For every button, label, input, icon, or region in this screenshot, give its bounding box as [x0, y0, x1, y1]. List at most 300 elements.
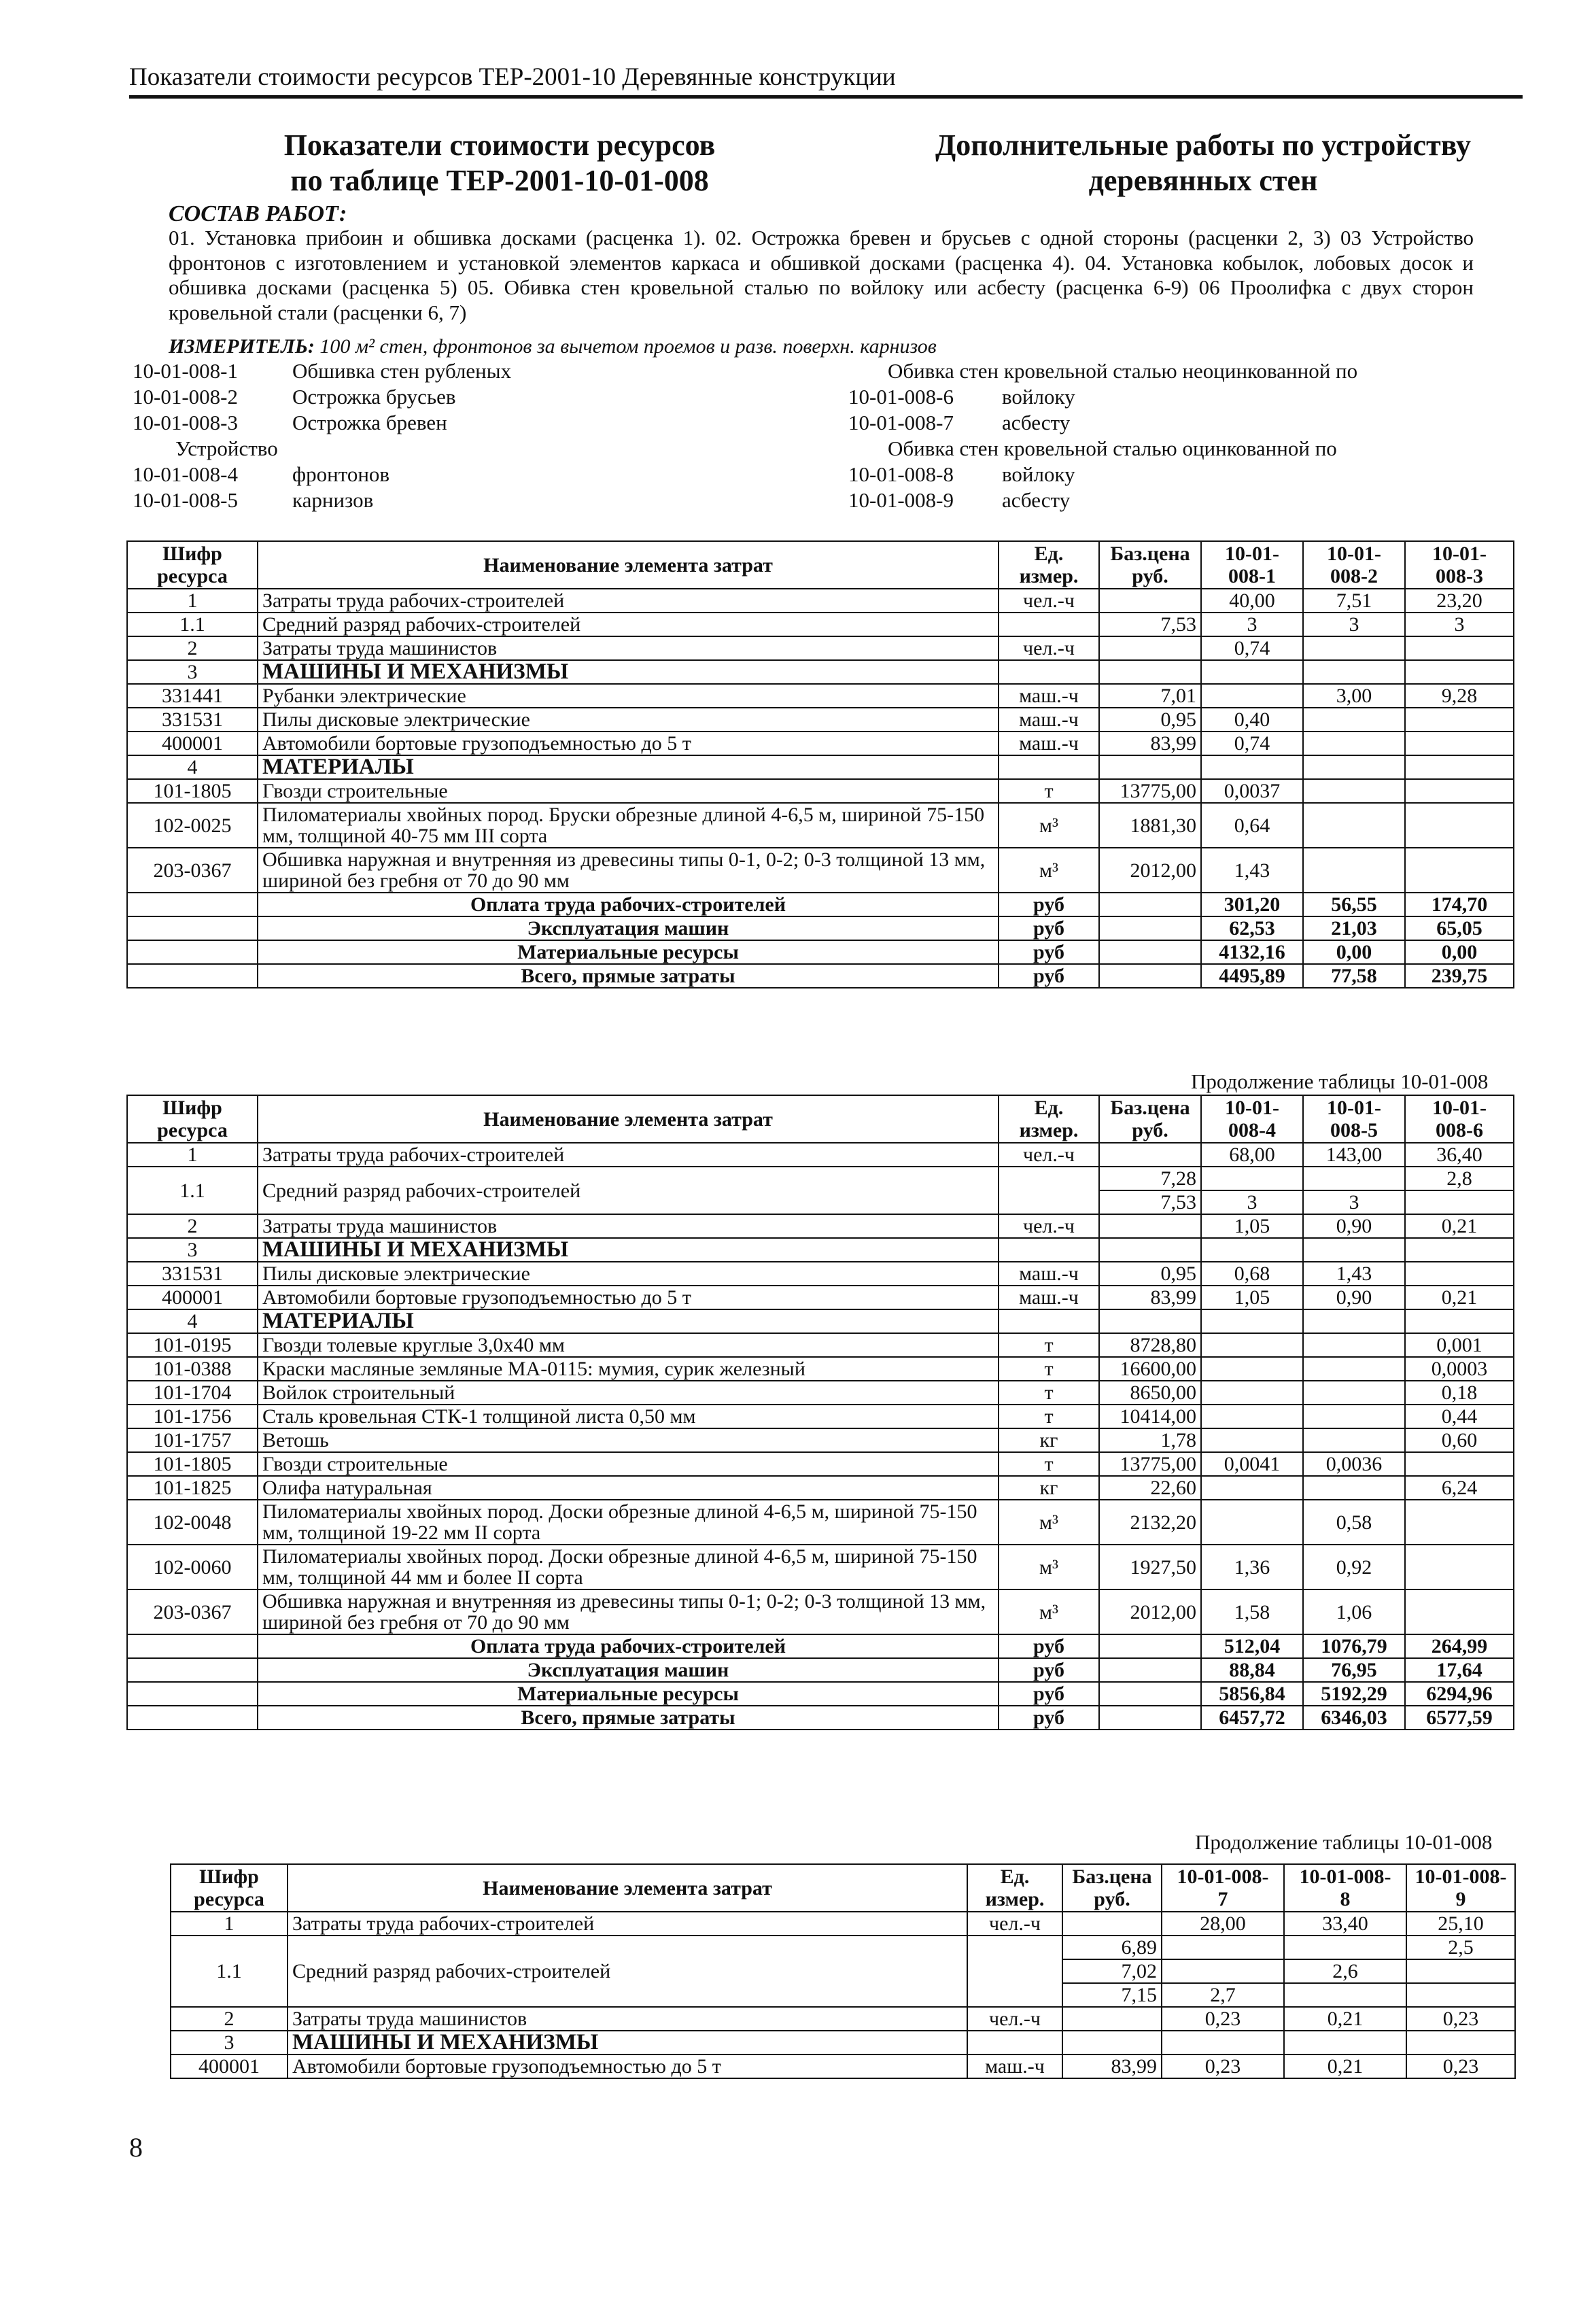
row-name: Пиломатериалы хвойных пород. Бруски обрезные длиной 4-6,5 м, шириной 75-150 мм, толщиной 40-75 мм III сорта — [258, 803, 999, 848]
row-unit — [999, 1167, 1099, 1214]
row-price: 2012,00 — [1099, 848, 1201, 893]
header-rate-line: 10-01-008- — [1299, 1866, 1391, 1888]
row-code: 4 — [127, 1309, 258, 1333]
header-rate-line: 10-01- — [1327, 543, 1381, 565]
table-row — [127, 803, 1514, 848]
row-value — [1303, 1357, 1405, 1381]
header-rate-line: 10-01-008- — [1415, 1866, 1507, 1888]
row-unit: м³ — [999, 1589, 1099, 1634]
row-name: Затраты труда машинистов — [258, 636, 999, 660]
header-rate-line: 10-01- — [1327, 1097, 1381, 1119]
row-value — [1284, 1936, 1406, 1959]
header-rate-line: 008-3 — [1436, 565, 1483, 587]
total-value: 65,05 — [1405, 916, 1514, 940]
empty-cell — [1099, 940, 1201, 964]
row-price: 7,02 — [1062, 1959, 1162, 1983]
row-value — [1405, 1500, 1514, 1545]
section-row — [127, 755, 1514, 779]
header-rate-line: 008-1 — [1228, 565, 1276, 587]
row-value — [1405, 708, 1514, 732]
empty-cell — [1201, 1309, 1303, 1333]
row-value: 1,43 — [1303, 1262, 1405, 1286]
title-right — [911, 128, 1495, 199]
header-name: Наименование элемента затрат — [258, 1095, 999, 1143]
header-rate-code — [1201, 1095, 1303, 1143]
row-unit: т — [999, 1452, 1099, 1476]
header-code — [127, 1095, 258, 1143]
table-row — [127, 1262, 1514, 1286]
code-list-code: 10-01-008-3 — [133, 411, 238, 434]
row-unit: т — [999, 1333, 1099, 1357]
row-unit: чел.-ч — [999, 1143, 1099, 1167]
header-code-line: Шифр — [162, 543, 222, 565]
row-name: Затраты труда рабочих-строителей — [258, 1143, 999, 1167]
row-price: 83,99 — [1099, 1286, 1201, 1309]
row-value: 0,68 — [1201, 1262, 1303, 1286]
row-code: 1.1 — [127, 1167, 258, 1214]
row-value: 0,23 — [1406, 2007, 1515, 2031]
row-code: 102-0048 — [127, 1500, 258, 1545]
total-value: 6294,96 — [1405, 1682, 1514, 1706]
row-value: 3 — [1303, 613, 1405, 636]
row-value — [1405, 1452, 1514, 1476]
header-rate-code — [1406, 1864, 1515, 1912]
row-price: 13775,00 — [1099, 1452, 1201, 1476]
page-number: 8 — [129, 2132, 143, 2163]
empty-cell — [999, 1238, 1099, 1262]
code-list-code: 10-01-008-4 — [133, 462, 238, 486]
work-composition-label: СОСТАВ РАБОТ: — [169, 201, 347, 226]
row-value: 0,21 — [1284, 2054, 1406, 2078]
table-header-row — [127, 1095, 1514, 1143]
code-list-name: асбесту — [1002, 488, 1071, 512]
empty-cell — [127, 964, 258, 988]
row-price: 16600,00 — [1099, 1357, 1201, 1381]
row-value — [1406, 1959, 1515, 1983]
total-unit: руб — [999, 1706, 1099, 1730]
section-title: МАШИНЫ И МЕХАНИЗМЫ — [258, 1238, 999, 1262]
row-value — [1405, 732, 1514, 755]
row-price: 22,60 — [1099, 1476, 1201, 1500]
row-unit: чел.-ч — [999, 1214, 1099, 1238]
total-name: Оплата труда рабочих-строителей — [258, 1634, 999, 1658]
header-rate-line: 10-01- — [1225, 543, 1279, 565]
row-name: Пилы дисковые электрические — [258, 1262, 999, 1286]
empty-cell — [1099, 755, 1201, 779]
row-value: 0,58 — [1303, 1500, 1405, 1545]
total-value: 5856,84 — [1201, 1682, 1303, 1706]
row-value: 0,0041 — [1201, 1452, 1303, 1476]
table-row — [127, 589, 1514, 613]
total-row — [127, 1658, 1514, 1682]
row-name: Обшивка наружная и внутренняя из древесины типы 0-1, 0-2; 0-3 толщиной 13 мм, шириной без гребня от 70 до 90 мм — [258, 848, 999, 893]
header-code-line: ресурса — [157, 1119, 228, 1141]
row-name: Войлок строительный — [258, 1381, 999, 1405]
empty-cell — [1405, 1309, 1514, 1333]
row-unit: чел.-ч — [999, 589, 1099, 613]
row-value: 2,7 — [1162, 1983, 1284, 2007]
empty-cell — [1099, 1238, 1201, 1262]
total-name: Материальные ресурсы — [258, 1682, 999, 1706]
empty-cell — [1284, 2031, 1406, 2054]
empty-cell — [999, 755, 1099, 779]
empty-cell — [1303, 660, 1405, 684]
row-price: 2132,20 — [1099, 1500, 1201, 1545]
row-price: 7,01 — [1099, 684, 1201, 708]
header-price — [1099, 541, 1201, 589]
row-unit: м³ — [999, 848, 1099, 893]
row-price: 8728,80 — [1099, 1333, 1201, 1357]
code-list-code: 10-01-008-8 — [848, 462, 954, 486]
header-price-line: Баз.цена — [1072, 1866, 1152, 1888]
table-row — [127, 1452, 1514, 1476]
row-name: Автомобили бортовые грузоподъемностью до 5 т — [258, 732, 999, 755]
row-unit: маш.-ч — [999, 684, 1099, 708]
row-value: 33,40 — [1284, 1912, 1406, 1936]
row-code: 400001 — [171, 2054, 288, 2078]
row-code: 331531 — [127, 708, 258, 732]
resource-table-1 — [126, 540, 1514, 988]
header-price-line: руб. — [1132, 565, 1168, 587]
header-code-line: ресурса — [157, 565, 228, 587]
row-name: Сталь кровельная СТК-1 толщиной листа 0,50 мм — [258, 1405, 999, 1428]
row-value: 2,6 — [1284, 1959, 1406, 1983]
empty-cell — [127, 1634, 258, 1658]
row-value: 0,0037 — [1201, 779, 1303, 803]
row-code: 2 — [127, 1214, 258, 1238]
row-value — [1162, 1959, 1284, 1983]
table-row — [127, 684, 1514, 708]
row-value: 1,43 — [1201, 848, 1303, 893]
row-value: 6,24 — [1405, 1476, 1514, 1500]
header-name: Наименование элемента затрат — [288, 1864, 967, 1912]
row-name: Средний разряд рабочих-строителей — [258, 613, 999, 636]
row-value — [1201, 1381, 1303, 1405]
total-name: Эксплуатация машин — [258, 916, 999, 940]
row-value: 36,40 — [1405, 1143, 1514, 1167]
empty-cell — [1406, 2031, 1515, 2054]
row-name: Олифа натуральная — [258, 1476, 999, 1500]
row-value: 0,74 — [1201, 732, 1303, 755]
running-header: Показатели стоимости ресурсов ТЕР-2001-10 Деревянные конструкции — [129, 63, 896, 91]
row-code: 101-0195 — [127, 1333, 258, 1357]
row-value — [1201, 1333, 1303, 1357]
row-price: 1881,30 — [1099, 803, 1201, 848]
row-value — [1405, 1190, 1514, 1214]
work-composition-text: 01. Установка прибоин и обшивка досками (расценка 1). 02. Острожка бревен и брусьев с одной стороны (расценки 2, 3) 03 Устройство фронтонов с изготовлением и установкой элементов каркаса и обшивкой досками (расценка 4). 04. Установка кобылок, лобовых досок и обшивка досками (расценка 5) 05. Обивка стен кровельной сталью по войлоку или асбесту (расценка 6-9) 06 Проолифка с двух сторон кровельной стали (расценки 6, 7) — [169, 226, 1474, 324]
row-code: 4 — [127, 755, 258, 779]
table-row — [127, 636, 1514, 660]
row-code: 331441 — [127, 684, 258, 708]
row-value: 28,00 — [1162, 1912, 1284, 1936]
row-code: 101-1756 — [127, 1405, 258, 1428]
table-row — [171, 2054, 1515, 2078]
header-price — [1062, 1864, 1162, 1912]
row-value — [1303, 1428, 1405, 1452]
table-row — [127, 1589, 1514, 1634]
empty-cell — [127, 940, 258, 964]
total-row — [127, 964, 1514, 988]
row-name: Затраты труда машинистов — [258, 1214, 999, 1238]
row-price: 7,53 — [1099, 1190, 1201, 1214]
row-value: 0,90 — [1303, 1286, 1405, 1309]
row-value: 9,28 — [1405, 684, 1514, 708]
header-rate-line: 10-01- — [1432, 543, 1487, 565]
total-unit: руб — [999, 893, 1099, 916]
table-header-row — [171, 1864, 1515, 1912]
row-code: 101-1825 — [127, 1476, 258, 1500]
row-value: 1,06 — [1303, 1589, 1405, 1634]
row-value — [1405, 1545, 1514, 1589]
row-value — [1405, 1262, 1514, 1286]
row-unit: т — [999, 1357, 1099, 1381]
total-unit: руб — [999, 1634, 1099, 1658]
row-code: 400001 — [127, 732, 258, 755]
row-value — [1405, 636, 1514, 660]
row-code: 101-1704 — [127, 1381, 258, 1405]
row-unit: маш.-ч — [999, 1286, 1099, 1309]
table-row — [171, 2007, 1515, 2031]
row-name: Краски масляные земляные МА-0115: мумия, сурик железный — [258, 1357, 999, 1381]
row-unit — [999, 613, 1099, 636]
row-code: 1 — [127, 1143, 258, 1167]
row-unit: маш.-ч — [999, 732, 1099, 755]
total-row — [127, 1682, 1514, 1706]
row-unit — [967, 1936, 1062, 2007]
row-unit: т — [999, 1405, 1099, 1428]
total-value: 6346,03 — [1303, 1706, 1405, 1730]
total-unit: руб — [999, 940, 1099, 964]
row-unit: маш.-ч — [967, 2054, 1062, 2078]
table-row — [127, 1428, 1514, 1452]
header-unit — [967, 1864, 1062, 1912]
empty-cell — [1099, 1634, 1201, 1658]
row-price: 13775,00 — [1099, 779, 1201, 803]
table-row — [171, 1912, 1515, 1936]
row-value: 0,40 — [1201, 708, 1303, 732]
row-unit: м³ — [999, 1500, 1099, 1545]
empty-cell — [999, 660, 1099, 684]
table-row — [127, 1476, 1514, 1500]
row-value — [1405, 1589, 1514, 1634]
total-value: 512,04 — [1201, 1634, 1303, 1658]
meter-label: ИЗМЕРИТЕЛЬ: — [169, 335, 315, 358]
row-code: 101-1805 — [127, 1452, 258, 1476]
row-value — [1405, 848, 1514, 893]
empty-cell — [1099, 1682, 1201, 1706]
row-value — [1201, 1500, 1303, 1545]
section-title: МАТЕРИАЛЫ — [258, 1309, 999, 1333]
empty-cell — [1162, 2031, 1284, 2054]
empty-cell — [1303, 1309, 1405, 1333]
header-unit — [999, 541, 1099, 589]
row-code: 101-1757 — [127, 1428, 258, 1452]
header-unit-line: измер. — [1019, 1119, 1079, 1141]
row-value — [1303, 1405, 1405, 1428]
total-value: 88,84 — [1201, 1658, 1303, 1682]
code-list-group-title: Обивка стен кровельной сталью оцинкованной по — [888, 436, 1337, 460]
table-row — [127, 1545, 1514, 1589]
code-list-name: асбесту — [1002, 411, 1071, 434]
row-code: 1 — [127, 589, 258, 613]
empty-cell — [1303, 755, 1405, 779]
row-unit: т — [999, 779, 1099, 803]
row-value — [1201, 1167, 1303, 1190]
total-value: 0,00 — [1303, 940, 1405, 964]
empty-cell — [1099, 916, 1201, 940]
header-rate-code — [1201, 541, 1303, 589]
row-code: 102-0060 — [127, 1545, 258, 1589]
header-price — [1099, 1095, 1201, 1143]
total-name: Эксплуатация машин — [258, 1658, 999, 1682]
total-name: Материальные ресурсы — [258, 940, 999, 964]
row-value: 3 — [1405, 613, 1514, 636]
total-value: 5192,29 — [1303, 1682, 1405, 1706]
table-row — [127, 779, 1514, 803]
row-value — [1303, 1476, 1405, 1500]
empty-cell — [127, 916, 258, 940]
total-name: Оплата труда рабочих-строителей — [258, 893, 999, 916]
title-right-line-1: Дополнительные работы по устройству — [935, 128, 1471, 162]
row-unit: кг — [999, 1476, 1099, 1500]
row-unit: чел.-ч — [967, 1912, 1062, 1936]
row-code: 2 — [127, 636, 258, 660]
total-value: 6457,72 — [1201, 1706, 1303, 1730]
header-rate-line: 10-01- — [1225, 1097, 1279, 1119]
row-name: Затраты труда рабочих-строителей — [258, 589, 999, 613]
table-row — [171, 1936, 1515, 1959]
code-list-code: 10-01-008-6 — [848, 385, 954, 409]
row-value — [1201, 1405, 1303, 1428]
code-list-code: 10-01-008-9 — [848, 488, 954, 512]
table-row — [127, 708, 1514, 732]
header-rate-code — [1303, 1095, 1405, 1143]
header-rate-line: 008-6 — [1436, 1119, 1483, 1141]
row-name: Гвозди строительные — [258, 779, 999, 803]
row-code: 3 — [127, 660, 258, 684]
row-code: 101-1805 — [127, 779, 258, 803]
total-value: 62,53 — [1201, 916, 1303, 940]
total-row — [127, 1634, 1514, 1658]
header-rate-line: 10-01-008- — [1177, 1866, 1269, 1888]
row-value — [1303, 848, 1405, 893]
total-name: Всего, прямые затраты — [258, 964, 999, 988]
total-value: 17,64 — [1405, 1658, 1514, 1682]
row-name: Затраты труда рабочих-строителей — [288, 1912, 967, 1936]
row-name: Средний разряд рабочих-строителей — [288, 1936, 967, 2007]
header-price-line: руб. — [1132, 1119, 1168, 1141]
total-value: 76,95 — [1303, 1658, 1405, 1682]
row-unit: маш.-ч — [999, 1262, 1099, 1286]
empty-cell — [1099, 1658, 1201, 1682]
section-row — [127, 1238, 1514, 1262]
total-unit: руб — [999, 1682, 1099, 1706]
total-row — [127, 916, 1514, 940]
code-list-name: карнизов — [292, 488, 374, 512]
row-value — [1303, 732, 1405, 755]
header-rate-code — [1162, 1864, 1284, 1912]
row-value: 0,23 — [1406, 2054, 1515, 2078]
row-value — [1201, 1428, 1303, 1452]
row-unit: т — [999, 1381, 1099, 1405]
row-value — [1303, 1167, 1405, 1190]
row-price: 2012,00 — [1099, 1589, 1201, 1634]
row-value: 1,36 — [1201, 1545, 1303, 1589]
title-right-line-2: деревянных стен — [1088, 164, 1318, 197]
row-price — [1099, 636, 1201, 660]
row-code: 1.1 — [127, 613, 258, 636]
section-title: МАТЕРИАЛЫ — [258, 755, 999, 779]
section-row — [171, 2031, 1515, 2054]
header-rate-code — [1405, 541, 1514, 589]
row-value: 1,58 — [1201, 1589, 1303, 1634]
row-name: Ветошь — [258, 1428, 999, 1452]
total-unit: руб — [999, 916, 1099, 940]
row-unit: м³ — [999, 1545, 1099, 1589]
empty-cell — [1405, 660, 1514, 684]
total-unit: руб — [999, 964, 1099, 988]
row-unit: кг — [999, 1428, 1099, 1452]
header-unit — [999, 1095, 1099, 1143]
row-price — [1099, 589, 1201, 613]
row-name: Пиломатериалы хвойных пород. Доски обрезные длиной 4-6,5 м, шириной 75-150 мм, толщиной 19-22 мм II сорта — [258, 1500, 999, 1545]
total-value: 56,55 — [1303, 893, 1405, 916]
title-left-line-1: Показатели стоимости ресурсов — [283, 128, 716, 162]
header-unit-line: измер. — [985, 1888, 1045, 1910]
header-code — [171, 1864, 288, 1912]
section-row — [127, 660, 1514, 684]
resource-table-2 — [126, 1095, 1514, 1730]
total-value: 6577,59 — [1405, 1706, 1514, 1730]
row-name: Рубанки электрические — [258, 684, 999, 708]
row-value: 3,00 — [1303, 684, 1405, 708]
header-unit-line: измер. — [1019, 565, 1079, 587]
table-row — [127, 1286, 1514, 1309]
empty-cell — [127, 1706, 258, 1730]
row-value: 3 — [1201, 1190, 1303, 1214]
row-price: 7,53 — [1099, 613, 1201, 636]
row-value: 1,05 — [1201, 1286, 1303, 1309]
row-value: 0,90 — [1303, 1214, 1405, 1238]
section-row — [127, 1309, 1514, 1333]
meter-text: 100 м² стен, фронтонов за вычетом проемов и разв. поверхн. карнизов — [319, 335, 937, 358]
empty-cell — [1201, 1238, 1303, 1262]
row-price — [1099, 1143, 1201, 1167]
row-value: 0,18 — [1405, 1381, 1514, 1405]
table-row — [127, 1405, 1514, 1428]
header-rule — [129, 95, 1523, 99]
row-value: 0,21 — [1284, 2007, 1406, 2031]
header-code-line: Шифр — [162, 1097, 222, 1119]
row-price: 0,95 — [1099, 708, 1201, 732]
empty-cell — [127, 1658, 258, 1682]
empty-cell — [1099, 964, 1201, 988]
row-name: Гвозди толевые круглые 3,0х40 мм — [258, 1333, 999, 1357]
header-unit-line: Ед. — [1034, 543, 1064, 565]
row-value: 0,21 — [1405, 1214, 1514, 1238]
total-value: 77,58 — [1303, 964, 1405, 988]
resource-table-3 — [170, 1863, 1516, 2079]
row-value: 2,8 — [1405, 1167, 1514, 1190]
row-value — [1303, 636, 1405, 660]
row-code: 102-0025 — [127, 803, 258, 848]
row-code: 400001 — [127, 1286, 258, 1309]
header-rate-line: 10-01- — [1432, 1097, 1487, 1119]
total-value: 0,00 — [1405, 940, 1514, 964]
row-value: 3 — [1303, 1190, 1405, 1214]
row-value: 3 — [1201, 613, 1303, 636]
title-left — [228, 128, 771, 199]
